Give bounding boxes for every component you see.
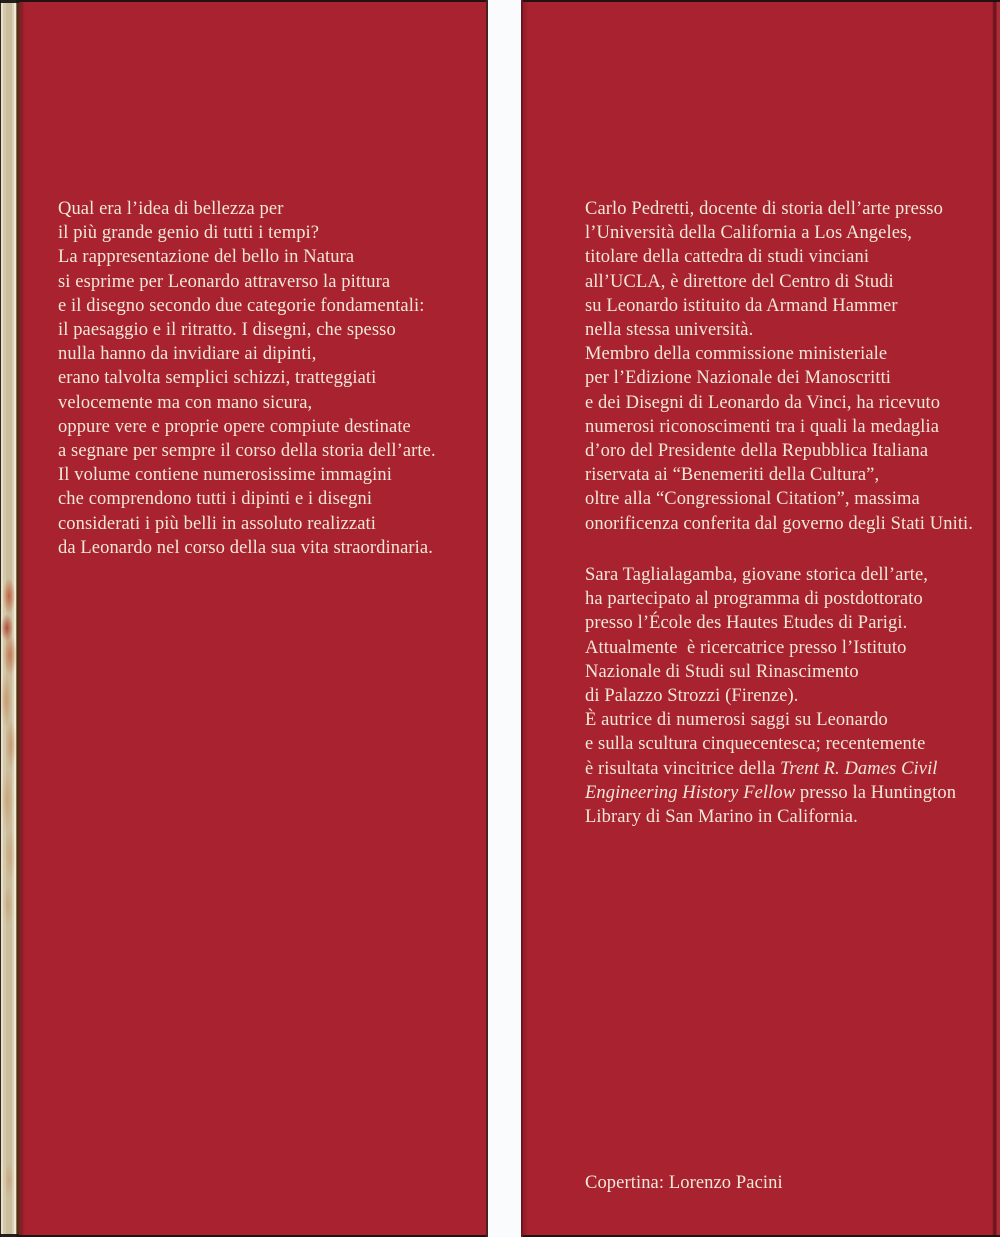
text-line: e il disegno secondo due categorie fondamentali: xyxy=(58,295,425,316)
text-line: e sulla scultura cinquecentesca; recentemente xyxy=(585,734,926,755)
text-line: a segnare per sempre il corso della storia dell’arte. xyxy=(58,441,436,462)
text-line: onorificenza conferita dal governo degli Stati Uniti. xyxy=(585,513,974,534)
text-line: Library di San Marino in California. xyxy=(585,807,858,828)
text-line: per l’Edizione Nazionale dei Manoscritti xyxy=(585,368,892,389)
text-line: Carlo Pedretti, docente di storia dell’arte presso xyxy=(585,199,943,219)
text-line: titolare della cattedra di studi vinciani xyxy=(585,247,870,268)
text-line: È autrice di numerosi saggi su Leonardo xyxy=(585,710,888,731)
text-line: Engineering History Fellow presso la Huntington xyxy=(585,782,957,803)
text-line: all’UCLA, è direttore del Centro di Studi xyxy=(585,271,894,292)
text-line: l’Università della California a Los Angeles, xyxy=(585,223,913,244)
text-line: Nazionale di Studi sul Rinascimento xyxy=(585,661,859,682)
text-line: erano talvolta semplici schizzi, tratteggiati xyxy=(58,368,377,389)
text-line: numerosi riconoscimenti tra i quali la medaglia xyxy=(585,416,940,437)
text-line: e dei Disegni di Leonardo da Vinci, ha ricevuto xyxy=(585,392,941,413)
text-line: ha partecipato al programma di postdottorato xyxy=(585,589,923,610)
text-line: si esprime per Leonardo attraverso la pittura xyxy=(58,271,391,292)
book-page-edge-strip xyxy=(0,0,19,1237)
text-line: considerati i più belli in assoluto realizzati xyxy=(58,513,376,534)
text-line: di Palazzo Strozzi (Firenze). xyxy=(585,686,799,707)
text-line: La rappresentazione del bello in Natura xyxy=(58,247,355,268)
text-line: che comprendono tutti i dipinti e i disegni xyxy=(58,489,373,510)
front-flap-description xyxy=(58,197,478,560)
flap-gutter xyxy=(486,0,523,1237)
text-line: Membro della commissione ministeriale xyxy=(585,344,888,365)
text-line: il più grande genio di tutti i tempi? xyxy=(58,223,320,244)
text-line: Attualmente è ricercatrice presso l’Istituto xyxy=(585,637,907,658)
cover-credit: Copertina: Lorenzo Pacini xyxy=(585,1173,783,1193)
text-line: nella stessa università. xyxy=(585,320,754,341)
text-line: è risultata vincitrice della Trent R. Dames Civil xyxy=(585,758,938,779)
text-line: presso l’École des Hautes Etudes di Parigi. xyxy=(585,613,908,634)
author-bio-pedretti xyxy=(585,197,995,536)
back-flap xyxy=(523,0,1000,1237)
text-line: riservata ai “Benemeriti della Cultura”, xyxy=(585,465,880,486)
text-line: velocemente ma con mano sicura, xyxy=(58,392,313,413)
text-line: da Leonardo nel corso della sua vita straordinaria. xyxy=(58,537,433,558)
text-line: Sara Taglialagamba, giovane storica dell’arte, xyxy=(585,565,929,585)
text-line: oltre alla “Congressional Citation”, massima xyxy=(585,489,920,510)
text-line: oppure vere e proprie opere compiute destinate xyxy=(58,416,411,437)
text-line: nulla hanno da invidiare ai dipinti, xyxy=(58,344,317,365)
author-bio-taglialagamba xyxy=(585,563,995,829)
text-line: d’oro del Presidente della Repubblica Italiana xyxy=(585,441,929,462)
text-line: Qual era l’idea di bellezza per xyxy=(58,199,284,219)
front-flap xyxy=(19,0,486,1237)
text-line: Il volume contiene numerosissime immagini xyxy=(58,465,392,486)
text-line: il paesaggio e il ritratto. I disegni, che spesso xyxy=(58,320,396,341)
text-line: su Leonardo istituito da Armand Hammer xyxy=(585,295,898,316)
